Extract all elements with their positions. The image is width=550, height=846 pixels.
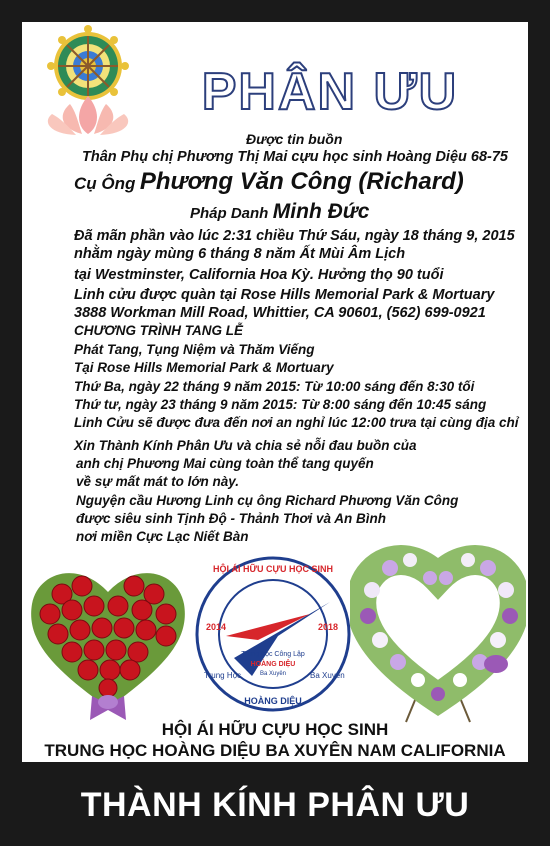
association-line-1: HỘI ÁI HỮU CỰU HỌC SINH xyxy=(161,720,389,739)
dharma-prefix: Pháp Danh xyxy=(190,205,269,222)
detail-line: Tại Rose Hills Memorial Park & Mortuary xyxy=(74,360,334,375)
detail-line: Linh Cửu sẽ được đưa đến nơi an nghỉ lúc 12:00 trưa tại cùng địa chỉ xyxy=(74,415,519,430)
deceased-name-line xyxy=(74,168,464,196)
detail-line: Đã mãn phần vào lúc 2:31 chiều Thứ Sáu, ngày 18 tháng 9, 2015 xyxy=(74,228,515,244)
dharma-wheel-lotus-icon xyxy=(30,18,146,138)
deceased-prefix: Cụ Ông xyxy=(74,174,136,193)
school-emblem-logo xyxy=(192,548,354,724)
condolence-line: Nguyện cầu Hương Linh cụ ông Richard Phương Văn Công xyxy=(76,493,459,508)
detail-line: Thứ tư, ngày 23 tháng 9 năm 2015: Từ 8:00 sáng đến 10:45 sáng xyxy=(74,397,487,412)
dharma-name: Minh Đức xyxy=(272,200,370,223)
intro-line-2: Thân Phụ chị Phương Thị Mai cựu học sinh Hoàng Diệu 68-75 xyxy=(82,149,509,165)
floral-heart-wreath-image xyxy=(350,538,526,724)
program-heading: CHƯƠNG TRÌNH TANG LỄ xyxy=(74,323,243,338)
dharma-name-line xyxy=(190,200,369,224)
emblem-center-line-1: Trung học Công Lập xyxy=(241,651,305,658)
condolence-line: nơi miền Cực Lạc Niết Bàn xyxy=(76,529,249,544)
detail-line: tại Westminster, California Hoa Kỳ. Hưởng thọ 90 tuổi xyxy=(74,267,444,283)
footer-banner-text: THÀNH KÍNH PHÂN ƯU xyxy=(80,786,470,824)
intro-line-1: Được tin buồn xyxy=(246,131,343,147)
condolence-line: anh chị Phương Mai cùng toàn thể tang quyến xyxy=(76,456,374,471)
emblem-bottom-text: HOÀNG DIỆU xyxy=(244,696,302,706)
emblem-year-right: 2018 xyxy=(318,622,339,632)
emblem-side-left: Trung Học xyxy=(204,671,242,680)
page-title: PHÂN ƯU xyxy=(201,63,459,121)
condolence-line: Xin Thành Kính Phân Ưu và chia sẻ nỗi đau buồn của xyxy=(74,438,417,453)
emblem-center-line-3: Ba Xuyên xyxy=(259,671,287,677)
deceased-name: Phương Văn Công (Richard) xyxy=(139,168,464,195)
association-line-2: TRUNG HỌC HOÀNG DIỆU BA XUYÊN NAM CALIFORNIA xyxy=(44,741,506,760)
red-rose-heart-image xyxy=(22,548,194,726)
emblem-year-left: 2014 xyxy=(206,622,227,632)
detail-line: nhằm ngày mùng 6 tháng 8 năm Ất Mùi Âm Lịch xyxy=(74,246,406,262)
detail-line: Linh cửu được quàn tại Rose Hills Memorial Park & Mortuary xyxy=(74,287,495,303)
emblem-center-line-2: HOÀNG DIỆU xyxy=(250,661,296,668)
condolence-line: được siêu sinh Tịnh Độ - Thảnh Thơi và An Bình xyxy=(76,511,387,526)
emblem-ring-text: HỘI ÁI HỮU CỰU HỌC SINH xyxy=(213,564,333,574)
detail-line: Phát Tang, Tụng Niệm và Thăm Viếng xyxy=(74,342,315,357)
detail-line: Thứ Ba, ngày 22 tháng 9 năm 2015: Từ 10:00 sáng đến 8:30 tối xyxy=(74,379,475,394)
condolence-line: về sự mất mát to lớn này. xyxy=(76,474,239,489)
emblem-side-right: Ba Xuyên xyxy=(310,671,345,680)
detail-line: 3888 Workman Mill Road, Whittier, CA 90601, (562) 699-0921 xyxy=(74,305,486,321)
